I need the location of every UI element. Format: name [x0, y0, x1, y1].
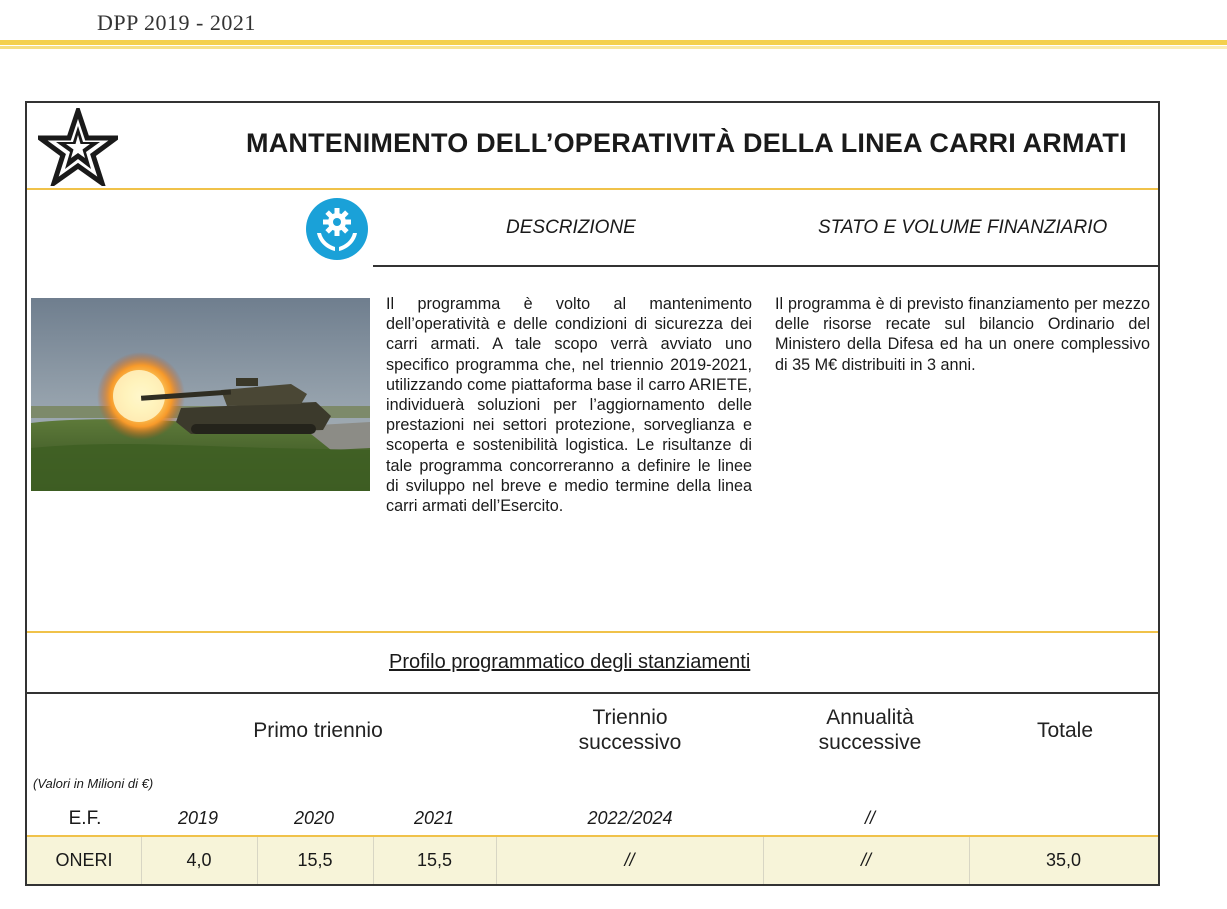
- ef-year-2020-text: 2020: [293, 808, 335, 828]
- oneri-value-annualita-text: //: [860, 850, 871, 870]
- ef-year-2022-2024: [540, 808, 720, 830]
- document-header-title: DPP 2019 - 2021: [97, 10, 256, 35]
- column-header-stato: STATO E VOLUME FINANZIARIO: [818, 217, 1108, 238]
- column-header-descrizione: DESCRIZIONE: [506, 217, 636, 238]
- header-triennio-successivo: [540, 705, 720, 755]
- values-unit-note: (Valori in Milioni di €): [33, 776, 154, 791]
- oneri-value-annualita: [763, 837, 969, 884]
- oneri-value-2019: 4,0: [186, 850, 212, 870]
- stato-text: Il programma è di previsto finanziamento per mezzo delle risorse recate sul bilancio Ordinario del Ministero della Difesa ed ha un onere complessivo di 35 M€ distribuiti in 3 anni.: [775, 295, 1150, 374]
- oneri-value-totale: 35,0: [1045, 850, 1082, 870]
- oneri-value-triennio-successivo: [496, 837, 763, 884]
- ef-year-successive: [780, 808, 960, 830]
- ef-year-2021-text: 2021: [413, 808, 455, 828]
- oneri-value-triennio-text: //: [624, 850, 635, 870]
- ef-year-2019-text: 2019: [177, 808, 219, 828]
- oneri-value-2020: 15,5: [297, 850, 333, 870]
- page-title: MANTENIMENTO DELL’OPERATIVITÀ DELLA LINEA CARRI ARMATI: [246, 128, 1127, 158]
- header-annualita-line2: successive: [818, 731, 922, 754]
- star-icon: [38, 108, 118, 186]
- ef-year-2022-2024-text: 2022/2024: [587, 808, 673, 828]
- oneri-value-2021: 15,5: [416, 850, 453, 870]
- ef-year-2019: [150, 808, 246, 830]
- profilo-bottom-divider: [27, 692, 1158, 694]
- header-triennio-line1: Triennio: [592, 706, 668, 729]
- tank-photo: [31, 298, 370, 491]
- profilo-heading: Profilo programmatico degli stanziamenti: [389, 651, 751, 673]
- ef-label: E.F.: [68, 808, 102, 829]
- ef-year-2020: [266, 808, 362, 830]
- descrizione-text: Il programma è volto al mantenimento dell’operatività e delle condizioni di sicurezza dei carri armati. A tale scopo verrà avviato uno specifico programma che, nel triennio 2019-2021, utilizzando come piattaforma base il carro ARIETE, individuerà soluzioni per l’aggiornamento delle prestazioni nei settori protezione, sorveglianza e scoperta e sostenibilità logistica. Le risultanze di tale programma concorreranno a definire le linee di sviluppo nel breve e medio termine della linea carri armati dell’Esercito.: [386, 295, 752, 516]
- header-rule-secondary: [0, 46, 1227, 49]
- ef-year-2021: [386, 808, 482, 830]
- header-primo-triennio: Primo triennio: [253, 719, 383, 742]
- header-triennio-line2: successivo: [578, 731, 682, 754]
- ef-year-successive-text: //: [864, 808, 875, 828]
- header-totale: Totale: [1036, 719, 1094, 742]
- profilo-top-divider: [27, 631, 1158, 633]
- title-divider: [27, 188, 1158, 190]
- header-annualita-line1: Annualità: [826, 706, 914, 729]
- columns-divider: [373, 265, 1158, 267]
- header-rule: [0, 40, 1227, 45]
- header-annualita-successive: [780, 705, 960, 755]
- oneri-label: ONERI: [55, 850, 113, 870]
- gear-hands-icon: [305, 197, 369, 261]
